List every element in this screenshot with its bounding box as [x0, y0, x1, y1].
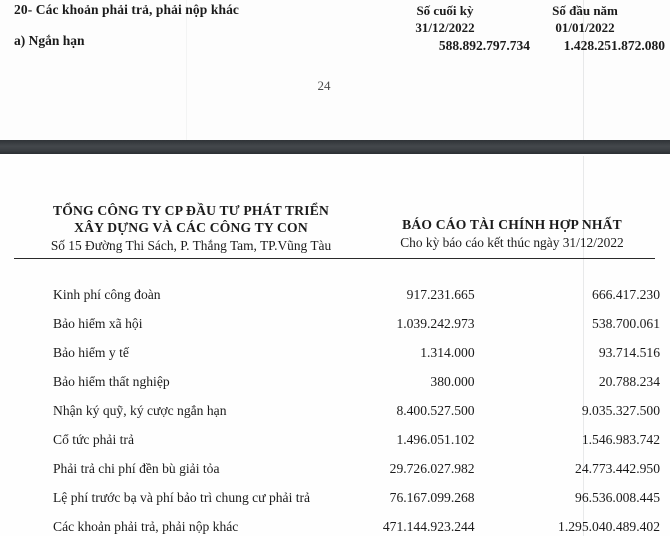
row-label: Lệ phí trước bạ và phí bảo trì chung cư phải trả	[53, 489, 311, 505]
row-value-opening: 93.714.516	[598, 344, 660, 360]
row-label: Nhận ký quỹ, ký cược ngắn hạn	[53, 402, 227, 418]
document-page-top	[0, 0, 670, 144]
table-row	[0, 454, 670, 483]
scan-artifact-line	[186, 0, 187, 144]
table-row	[0, 367, 670, 396]
subsection-label: a) Ngắn hạn	[14, 33, 85, 48]
row-value-opening: 666.417.230	[592, 286, 660, 302]
row-value-current: 1.314.000	[420, 344, 475, 360]
column-header-current-title: Số cuối kỳ	[416, 3, 474, 18]
payables-table-body	[0, 280, 670, 541]
short-term-total-opening: 1.428.251.872.080	[563, 38, 665, 53]
row-label: Cổ tức phải trả	[53, 431, 134, 447]
table-row	[0, 309, 670, 338]
row-value-current: 917.231.665	[406, 286, 475, 302]
row-value-opening: 9.035.327.500	[581, 402, 660, 418]
company-header	[16, 202, 366, 255]
row-label: Các khoản phải trả, phải nộp khác	[53, 518, 239, 534]
table-row	[0, 512, 670, 541]
row-value-opening: 24.773.442.950	[575, 460, 660, 476]
row-value-opening: 96.536.008.445	[575, 489, 660, 505]
row-value-current: 380.000	[430, 373, 475, 389]
report-title: BÁO CÁO TÀI CHÍNH HỢP NHẤT	[402, 217, 622, 232]
column-header-opening-date: 01/01/2022	[555, 20, 615, 35]
row-value-current: 8.400.527.500	[396, 402, 475, 418]
row-value-current: 471.144.923.244	[382, 518, 475, 534]
row-value-current: 1.039.242.973	[396, 315, 475, 331]
company-address: Số 15 Đường Thi Sách, P. Thắng Tam, TP.Vũng Tàu	[50, 238, 332, 253]
column-header-opening-period	[500, 2, 670, 36]
page-number: 24	[317, 78, 331, 93]
column-header-current-date: 31/12/2022	[415, 20, 475, 35]
row-value-current: 1.496.051.102	[396, 431, 475, 447]
table-row	[0, 396, 670, 425]
report-period: Cho kỳ báo cáo kết thúc ngày 31/12/2022	[400, 235, 624, 250]
row-value-current: 29.726.027.982	[389, 460, 475, 476]
table-row	[0, 280, 670, 309]
row-label: Phải trả chi phí đền bù giải tỏa	[53, 460, 220, 476]
column-header-opening-title: Số đầu năm	[552, 3, 618, 18]
table-row	[0, 338, 670, 367]
table-row	[0, 425, 670, 454]
report-header	[362, 216, 662, 252]
row-label: Bảo hiểm xã hội	[53, 315, 143, 331]
row-value-current: 76.167.099.268	[389, 489, 475, 505]
row-label: Bảo hiểm y tế	[53, 344, 129, 360]
row-label: Bảo hiểm thất nghiệp	[53, 373, 170, 389]
page-separator-band	[0, 140, 670, 154]
row-value-opening: 20.788.234	[598, 373, 660, 389]
payables-detail-table	[0, 280, 670, 541]
company-name-line-1: TỔNG CÔNG TY CP ĐẦU TƯ PHÁT TRIỂN	[52, 203, 330, 218]
row-value-opening: 1.546.983.742	[581, 431, 660, 447]
row-value-opening: 538.700.061	[592, 315, 660, 331]
company-name-line-2: XÂY DỰNG VÀ CÁC CÔNG TY CON	[74, 220, 308, 235]
short-term-total-current: 588.892.797.734	[438, 38, 530, 53]
header-divider-rule	[14, 258, 655, 259]
table-row	[0, 483, 670, 512]
row-value-opening: 1.295.040.489.402	[558, 518, 660, 534]
section-title: 20- Các khoản phải trả, phải nộp khác	[14, 2, 240, 17]
row-label: Kinh phí công đoàn	[53, 286, 161, 302]
